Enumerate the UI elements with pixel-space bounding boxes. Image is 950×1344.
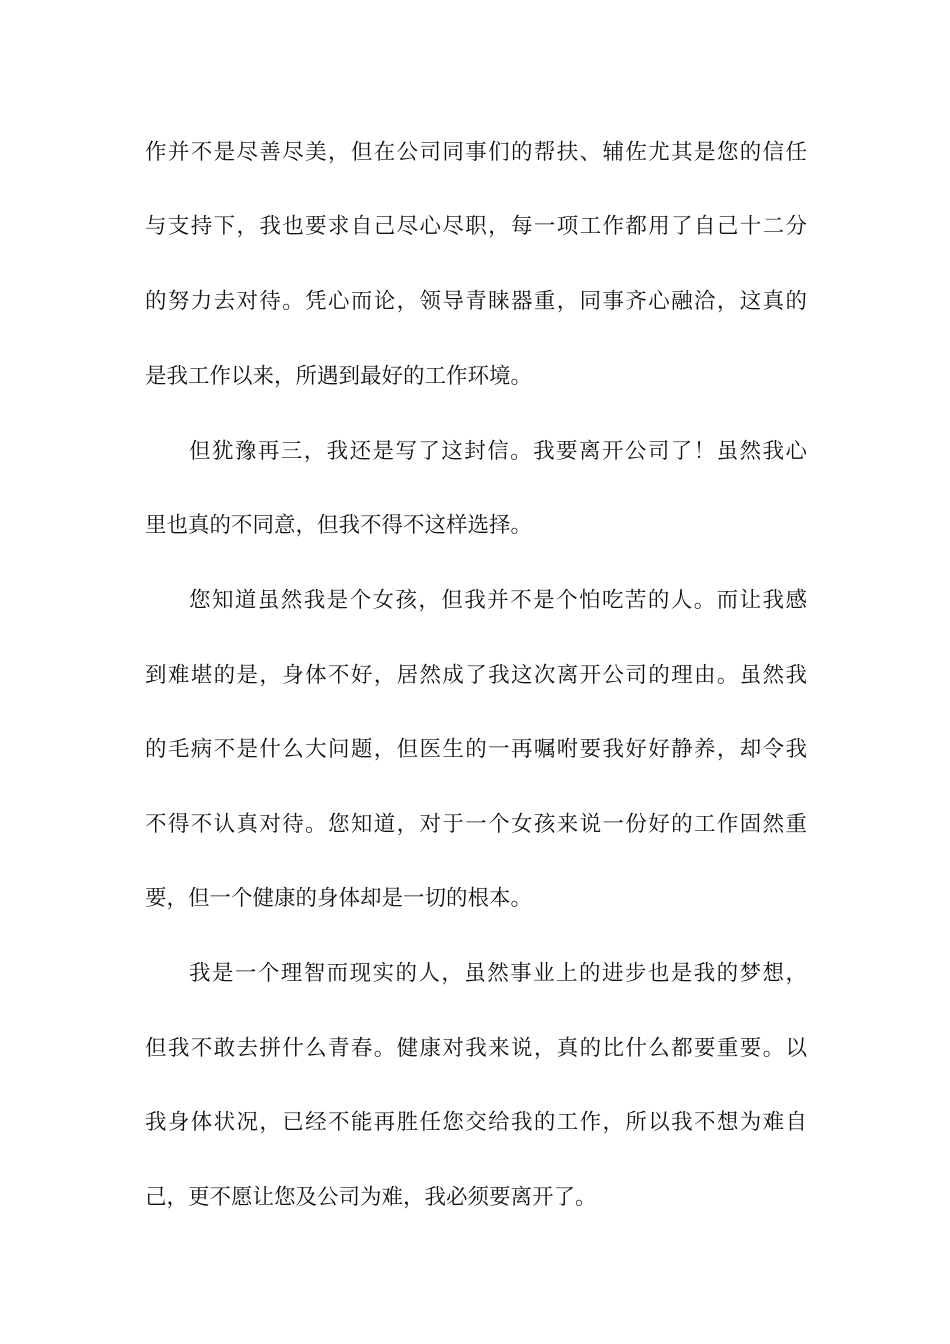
text-line: 的努力去对待。凭心而论，领导青睐器重，同事齐心融洽，这真的 <box>145 289 807 314</box>
text-line: 己，更不愿让您及公司为难，我必须要离开了。 <box>145 1185 597 1210</box>
paragraph-first-line: 但犹豫再三，我还是写了这封信。我要离开公司了！虽然我心 <box>189 439 807 464</box>
text-line: 到难堪的是，身体不好，居然成了我这次离开公司的理由。虽然我 <box>145 663 807 688</box>
text-line: 里也真的不同意，但我不得不这样选择。 <box>145 513 533 538</box>
text-line: 的毛病不是什么大问题，但医生的一再嘱咐要我好好静养，却令我 <box>145 737 807 762</box>
text-line: 不得不认真对待。您知道，对于一个女孩来说一份好的工作固然重 <box>145 812 807 837</box>
paragraph-first-line: 您知道虽然我是个女孩，但我并不是个怕吃苦的人。而让我感 <box>189 588 807 613</box>
text-line: 是我工作以来，所遇到最好的工作环境。 <box>145 364 533 389</box>
text-line: 与支持下，我也要求自己尽心尽职，每一项工作都用了自己十二分 <box>145 214 807 239</box>
text-line: 但我不敢去拼什么青春。健康对我来说，真的比什么都要重要。以 <box>145 1036 807 1061</box>
text-line: 要，但一个健康的身体却是一切的根本。 <box>145 886 533 911</box>
text-line: 作并不是尽善尽美，但在公司同事们的帮扶、辅佐尤其是您的信任 <box>145 140 807 165</box>
paragraph-first-line: 我是一个理智而现实的人，虽然事业上的进步也是我的梦想， <box>189 961 807 986</box>
text-line: 我身体状况，已经不能再胜任您交给我的工作，所以我不想为难自 <box>145 1110 807 1135</box>
